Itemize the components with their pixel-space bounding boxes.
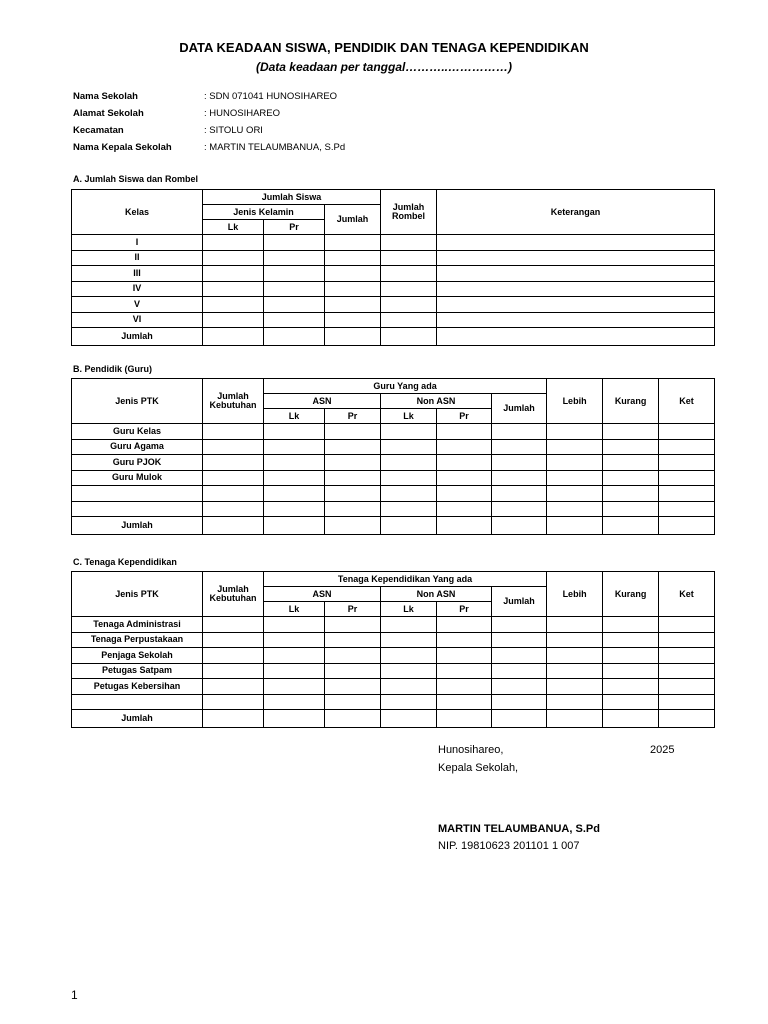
row-label: Petugas Kebersihan: [72, 679, 203, 695]
empty-cell[interactable]: [381, 250, 437, 266]
total-cell[interactable]: [547, 710, 603, 728]
empty-cell[interactable]: [203, 439, 264, 455]
empty-cell[interactable]: [203, 312, 264, 328]
empty-cell[interactable]: [492, 663, 547, 679]
empty-cell[interactable]: [325, 470, 381, 486]
empty-cell[interactable]: [437, 281, 715, 297]
total-cell[interactable]: [381, 328, 437, 346]
empty-cell[interactable]: [437, 266, 715, 282]
empty-cell[interactable]: [659, 486, 715, 502]
row-label: Guru PJOK: [72, 455, 203, 471]
empty-cell[interactable]: [659, 663, 715, 679]
empty-cell[interactable]: [203, 648, 264, 664]
row-label: IV: [72, 281, 203, 297]
empty-cell[interactable]: [547, 663, 603, 679]
empty-cell[interactable]: [203, 679, 264, 695]
empty-cell[interactable]: [264, 439, 325, 455]
empty-cell[interactable]: [659, 424, 715, 440]
info-label: Nama Sekolah: [73, 91, 138, 102]
empty-cell[interactable]: [381, 648, 437, 664]
total-cell[interactable]: [437, 710, 492, 728]
signature-nip: NIP. 19810623 201101 1 007: [438, 840, 580, 852]
empty-cell[interactable]: [203, 694, 264, 710]
empty-cell[interactable]: [381, 679, 437, 695]
empty-cell[interactable]: [603, 501, 659, 517]
empty-cell[interactable]: [264, 632, 325, 648]
empty-cell[interactable]: [437, 455, 492, 471]
empty-cell[interactable]: [603, 439, 659, 455]
empty-cell[interactable]: [492, 617, 547, 633]
empty-cell[interactable]: [325, 424, 381, 440]
table-row: [72, 424, 715, 440]
row-label: [72, 694, 203, 710]
empty-cell[interactable]: [264, 679, 325, 695]
empty-cell[interactable]: [659, 648, 715, 664]
empty-cell[interactable]: [437, 663, 492, 679]
empty-cell[interactable]: [203, 617, 264, 633]
total-cell[interactable]: [437, 328, 715, 346]
empty-cell[interactable]: [203, 266, 264, 282]
total-cell[interactable]: [492, 710, 547, 728]
header-asn: ASN: [264, 587, 381, 602]
empty-cell[interactable]: [203, 235, 264, 251]
info-label: Alamat Sekolah: [73, 108, 144, 119]
empty-cell[interactable]: [381, 694, 437, 710]
empty-cell[interactable]: [264, 297, 325, 313]
header-non-asn-lk: Lk: [381, 409, 437, 424]
empty-cell[interactable]: [325, 297, 381, 313]
row-label: Tenaga Perpustakaan: [72, 632, 203, 648]
total-cell[interactable]: [325, 328, 381, 346]
empty-cell[interactable]: [325, 617, 381, 633]
empty-cell[interactable]: [264, 617, 325, 633]
empty-cell[interactable]: [381, 281, 437, 297]
empty-cell[interactable]: [437, 235, 715, 251]
empty-cell[interactable]: [659, 617, 715, 633]
empty-cell[interactable]: [381, 632, 437, 648]
table-row: [72, 250, 715, 266]
empty-cell[interactable]: [325, 679, 381, 695]
empty-cell[interactable]: [437, 648, 492, 664]
header-jumlah: Jumlah: [492, 587, 547, 617]
total-label: Jumlah: [72, 328, 203, 346]
row-label: Tenaga Administrasi: [72, 617, 203, 633]
empty-cell[interactable]: [603, 663, 659, 679]
empty-cell[interactable]: [603, 648, 659, 664]
header-lk: Lk: [203, 220, 264, 235]
total-cell[interactable]: [203, 328, 264, 346]
header-asn-lk: Lk: [264, 409, 325, 424]
total-label: Jumlah: [72, 517, 203, 535]
empty-cell[interactable]: [264, 663, 325, 679]
row-label: Guru Agama: [72, 439, 203, 455]
empty-cell[interactable]: [547, 424, 603, 440]
header-lebih: Lebih: [547, 379, 603, 424]
empty-cell[interactable]: [492, 470, 547, 486]
empty-cell[interactable]: [437, 424, 492, 440]
info-row-address: [73, 107, 345, 124]
row-label: Petugas Satpam: [72, 663, 203, 679]
empty-cell[interactable]: [547, 648, 603, 664]
section-c-title: C. Tenaga Kependidikan: [73, 557, 177, 567]
empty-cell[interactable]: [264, 455, 325, 471]
empty-cell[interactable]: [437, 501, 492, 517]
empty-cell[interactable]: [492, 486, 547, 502]
signature-year: 2025: [650, 744, 675, 756]
total-cell[interactable]: [603, 710, 659, 728]
empty-cell[interactable]: [264, 281, 325, 297]
empty-cell[interactable]: [381, 235, 437, 251]
empty-cell[interactable]: [203, 455, 264, 471]
header-jenis-ptk: Jenis PTK: [72, 379, 203, 424]
header-pr: Pr: [264, 220, 325, 235]
empty-cell[interactable]: [381, 439, 437, 455]
header-asn-lk: Lk: [264, 602, 325, 617]
header-kebutuhan-line1: Jumlah: [217, 391, 249, 401]
empty-cell[interactable]: [203, 250, 264, 266]
empty-cell[interactable]: [381, 470, 437, 486]
empty-cell[interactable]: [437, 617, 492, 633]
total-cell[interactable]: [325, 710, 381, 728]
signature-place: Hunosihareo,: [438, 744, 504, 756]
table-row: [72, 312, 715, 328]
table-row: [72, 617, 715, 633]
header-jumlah-kebutuhan: [203, 379, 264, 424]
signature-position: Kepala Sekolah,: [438, 762, 519, 774]
header-kurang: Kurang: [603, 379, 659, 424]
info-label: Nama Kepala Sekolah: [73, 142, 172, 153]
header-non-asn-lk: Lk: [381, 602, 437, 617]
empty-cell[interactable]: [381, 486, 437, 502]
header-asn-pr: Pr: [325, 602, 381, 617]
empty-cell[interactable]: [381, 297, 437, 313]
empty-cell[interactable]: [325, 312, 381, 328]
table-row: [72, 486, 715, 502]
table-row: [72, 632, 715, 648]
empty-cell[interactable]: [264, 501, 325, 517]
table-row: [72, 266, 715, 282]
total-cell[interactable]: [203, 710, 264, 728]
document-subtitle: (Data keadaan per tanggal………..……………): [255, 60, 513, 74]
empty-cell[interactable]: [325, 663, 381, 679]
empty-cell[interactable]: [437, 439, 492, 455]
empty-cell[interactable]: [381, 424, 437, 440]
empty-cell[interactable]: [603, 455, 659, 471]
empty-cell[interactable]: [264, 312, 325, 328]
header-non-asn: Non ASN: [381, 394, 492, 409]
empty-cell[interactable]: [264, 266, 325, 282]
total-cell[interactable]: [659, 710, 715, 728]
empty-cell[interactable]: [659, 455, 715, 471]
header-ket: Ket: [659, 572, 715, 617]
empty-cell[interactable]: [492, 694, 547, 710]
table-row: [72, 663, 715, 679]
total-cell[interactable]: [437, 517, 492, 535]
school-info: [73, 90, 345, 158]
table-row: [72, 694, 715, 710]
empty-cell[interactable]: [203, 632, 264, 648]
document-title: DATA KEADAAN SISWA, PENDIDIK DAN TENAGA KEPENDIDIKAN: [179, 40, 589, 55]
empty-cell[interactable]: [547, 679, 603, 695]
empty-cell[interactable]: [492, 439, 547, 455]
empty-cell[interactable]: [325, 501, 381, 517]
total-cell[interactable]: [264, 710, 325, 728]
empty-cell[interactable]: [325, 648, 381, 664]
info-value: : HUNOSIHAREO: [204, 108, 281, 119]
empty-cell[interactable]: [492, 455, 547, 471]
total-cell[interactable]: [264, 328, 325, 346]
total-label: Jumlah: [72, 710, 203, 728]
empty-cell[interactable]: [603, 486, 659, 502]
empty-cell[interactable]: [437, 297, 715, 313]
empty-cell[interactable]: [264, 470, 325, 486]
empty-cell[interactable]: [603, 470, 659, 486]
empty-cell[interactable]: [381, 663, 437, 679]
header-kebutuhan-line2: Kebutuhan: [209, 593, 257, 603]
header-asn: ASN: [264, 394, 381, 409]
empty-cell[interactable]: [492, 424, 547, 440]
total-cell[interactable]: [492, 517, 547, 535]
info-row-principal: [73, 141, 345, 158]
total-cell[interactable]: [203, 517, 264, 535]
empty-cell[interactable]: [203, 470, 264, 486]
table-row: [72, 501, 715, 517]
row-label: III: [72, 266, 203, 282]
empty-cell[interactable]: [381, 312, 437, 328]
empty-cell[interactable]: [325, 281, 381, 297]
empty-cell[interactable]: [264, 235, 325, 251]
empty-cell[interactable]: [437, 312, 715, 328]
total-cell[interactable]: [603, 517, 659, 535]
header-jumlah: Jumlah: [492, 394, 547, 424]
empty-cell[interactable]: [203, 297, 264, 313]
teacher-table: [71, 378, 715, 535]
empty-cell[interactable]: [381, 266, 437, 282]
empty-cell[interactable]: [659, 632, 715, 648]
row-label: [72, 486, 203, 502]
header-jenis-ptk: Jenis PTK: [72, 572, 203, 617]
header-tendik-yang-ada: Tenaga Kependidikan Yang ada: [264, 572, 547, 587]
empty-cell[interactable]: [325, 439, 381, 455]
empty-cell[interactable]: [603, 617, 659, 633]
header-asn-pr: Pr: [325, 409, 381, 424]
empty-cell[interactable]: [659, 501, 715, 517]
total-cell[interactable]: [381, 710, 437, 728]
header-jumlah: Jumlah: [325, 205, 381, 235]
total-cell[interactable]: [659, 517, 715, 535]
empty-cell[interactable]: [203, 281, 264, 297]
empty-cell[interactable]: [203, 663, 264, 679]
signature-name: MARTIN TELAUMBANUA, S.Pd: [438, 823, 600, 835]
empty-cell[interactable]: [437, 679, 492, 695]
empty-cell[interactable]: [325, 235, 381, 251]
header-kebutuhan-line2: Kebutuhan: [209, 400, 257, 410]
empty-cell[interactable]: [659, 679, 715, 695]
table-row: [72, 455, 715, 471]
empty-cell[interactable]: [203, 424, 264, 440]
total-cell[interactable]: [325, 517, 381, 535]
empty-cell[interactable]: [603, 694, 659, 710]
row-label: [72, 501, 203, 517]
row-label: II: [72, 250, 203, 266]
header-lebih: Lebih: [547, 572, 603, 617]
header-jumlah-rombel: [381, 190, 437, 235]
info-value: : SITOLU ORI: [204, 125, 263, 136]
row-label: Guru Mulok: [72, 470, 203, 486]
empty-cell[interactable]: [603, 424, 659, 440]
empty-cell[interactable]: [325, 486, 381, 502]
empty-cell[interactable]: [325, 266, 381, 282]
info-value: : MARTIN TELAUMBANUA, S.Pd: [204, 142, 346, 153]
total-cell[interactable]: [264, 517, 325, 535]
header-kurang: Kurang: [603, 572, 659, 617]
empty-cell[interactable]: [264, 648, 325, 664]
row-label: VI: [72, 312, 203, 328]
info-row-district: [73, 124, 345, 141]
empty-cell[interactable]: [264, 424, 325, 440]
empty-cell[interactable]: [492, 648, 547, 664]
header-non-asn-pr: Pr: [437, 409, 492, 424]
info-value: : SDN 071041 HUNOSIHAREO: [204, 91, 338, 102]
empty-cell[interactable]: [203, 486, 264, 502]
table-row: [72, 235, 715, 251]
row-label: Guru Kelas: [72, 424, 203, 440]
header-jumlah-rombel-line1: Jumlah: [392, 202, 425, 212]
table-row: [72, 281, 715, 297]
empty-cell[interactable]: [547, 455, 603, 471]
info-label: Kecamatan: [73, 125, 124, 136]
empty-cell[interactable]: [264, 486, 325, 502]
empty-cell[interactable]: [381, 455, 437, 471]
table-row: [72, 679, 715, 695]
table-row: [72, 648, 715, 664]
empty-cell[interactable]: [381, 501, 437, 517]
table-row: [72, 297, 715, 313]
empty-cell[interactable]: [547, 486, 603, 502]
empty-cell[interactable]: [437, 694, 492, 710]
section-a-title: A. Jumlah Siswa dan Rombel: [73, 174, 199, 184]
empty-cell[interactable]: [603, 679, 659, 695]
empty-cell[interactable]: [547, 439, 603, 455]
empty-cell[interactable]: [659, 470, 715, 486]
total-row: [72, 710, 715, 728]
empty-cell[interactable]: [547, 501, 603, 517]
empty-cell[interactable]: [492, 501, 547, 517]
empty-cell[interactable]: [547, 470, 603, 486]
empty-cell[interactable]: [325, 632, 381, 648]
header-jumlah-kebutuhan: [203, 572, 264, 617]
row-label: Penjaga Sekolah: [72, 648, 203, 664]
empty-cell[interactable]: [325, 694, 381, 710]
empty-cell[interactable]: [381, 617, 437, 633]
page-number: 1: [71, 988, 78, 1002]
empty-cell[interactable]: [547, 632, 603, 648]
empty-cell[interactable]: [203, 501, 264, 517]
empty-cell[interactable]: [264, 250, 325, 266]
empty-cell[interactable]: [547, 617, 603, 633]
empty-cell[interactable]: [659, 694, 715, 710]
total-cell[interactable]: [547, 517, 603, 535]
empty-cell[interactable]: [325, 455, 381, 471]
empty-cell[interactable]: [437, 470, 492, 486]
empty-cell[interactable]: [437, 632, 492, 648]
table-row: [72, 439, 715, 455]
header-kebutuhan-line1: Jumlah: [217, 584, 249, 594]
empty-cell[interactable]: [437, 250, 715, 266]
section-b-title: B. Pendidik (Guru): [73, 364, 153, 374]
total-row: [72, 517, 715, 535]
header-keterangan: Keterangan: [437, 190, 715, 235]
info-row-school-name: [73, 90, 345, 107]
row-label: I: [72, 235, 203, 251]
empty-cell[interactable]: [603, 632, 659, 648]
header-non-asn: Non ASN: [381, 587, 492, 602]
header-kelas: Kelas: [72, 190, 203, 235]
student-table: [71, 189, 715, 346]
empty-cell[interactable]: [547, 694, 603, 710]
total-row: [72, 328, 715, 346]
header-non-asn-pr: Pr: [437, 602, 492, 617]
header-jumlah-siswa: Jumlah Siswa: [203, 190, 381, 205]
table-row: [72, 470, 715, 486]
header-guru-yang-ada: Guru Yang ada: [264, 379, 547, 394]
empty-cell[interactable]: [325, 250, 381, 266]
header-jenis-kelamin: Jenis Kelamin: [203, 205, 325, 220]
header-jumlah-rombel-line2: Rombel: [392, 211, 426, 221]
empty-cell[interactable]: [659, 439, 715, 455]
staff-table: [71, 571, 715, 728]
empty-cell[interactable]: [264, 694, 325, 710]
header-ket: Ket: [659, 379, 715, 424]
empty-cell[interactable]: [492, 632, 547, 648]
empty-cell[interactable]: [492, 679, 547, 695]
total-cell[interactable]: [381, 517, 437, 535]
empty-cell[interactable]: [437, 486, 492, 502]
row-label: V: [72, 297, 203, 313]
